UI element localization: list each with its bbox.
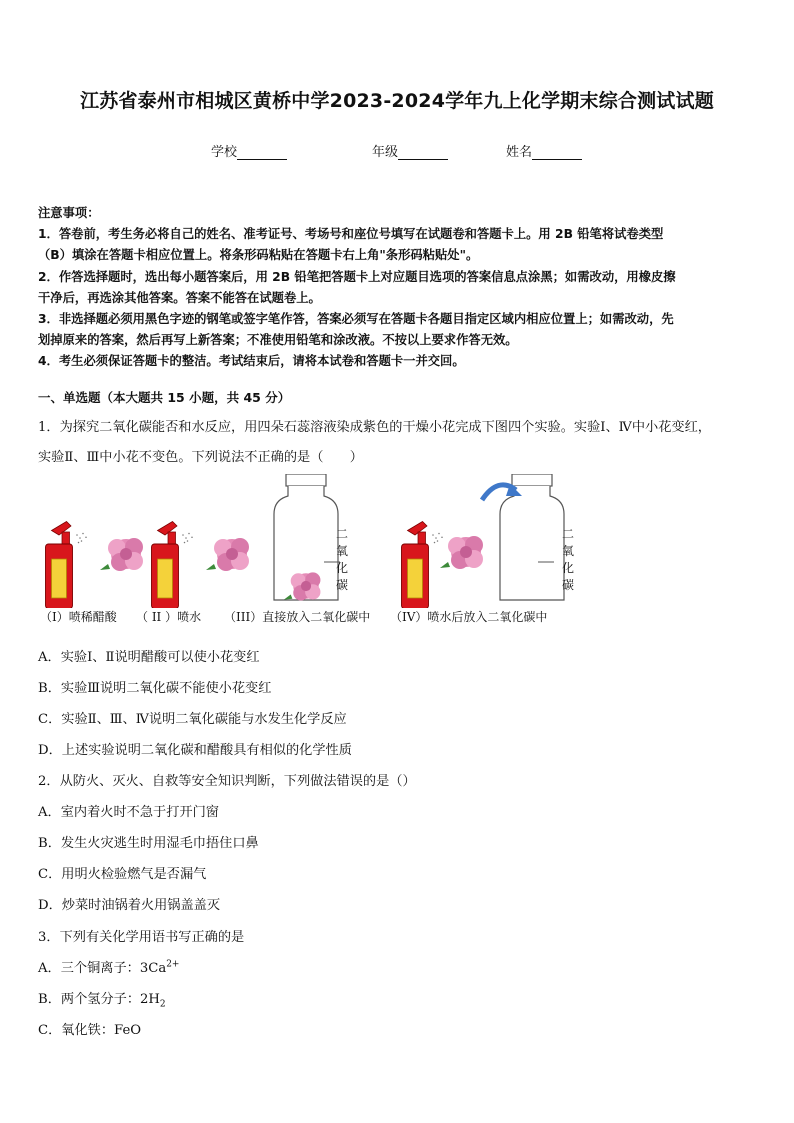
name-blank[interactable] bbox=[532, 145, 582, 160]
page-title: 江苏省泰州市相城区黄桥中学2023-2024学年九上化学期末综合测试试题 bbox=[80, 90, 714, 112]
notes-line: 1．答卷前，考生务必将自己的姓名、准考证号、考场号和座位号填写在试题卷和答题卡上。用 2B 铅笔将试卷类型 bbox=[38, 227, 664, 242]
q2-option-a: A．室内着火时不急于打开门窗 bbox=[38, 805, 219, 820]
notes-block bbox=[38, 203, 758, 373]
caption-ii: （ II ）喷水 bbox=[136, 610, 202, 624]
flower-i bbox=[100, 538, 143, 571]
grade-label: 年级 bbox=[372, 145, 399, 160]
question-3-stem: 3．下列有关化学用语书写正确的是 bbox=[38, 930, 245, 945]
q2-option-b: B．发生火灾逃生时用湿毛巾捂住口鼻 bbox=[38, 836, 259, 851]
notes-heading: 注意事项： bbox=[38, 206, 100, 220]
q3-option-b-text: B．两个氢分子：2H bbox=[38, 992, 160, 1007]
arrow-icon bbox=[478, 474, 526, 504]
caption-iv: （IV）喷水后放入二氧化碳中 bbox=[390, 610, 548, 624]
question-1-stem-cont: 实验Ⅱ、Ⅲ中小花不变色。下列说法不正确的是（ ） bbox=[38, 450, 363, 465]
q3-option-a bbox=[38, 957, 179, 976]
notes-line: 4．考生必须保证答题卡的整洁。考试结束后，请将本试卷和答题卡一并交回。 bbox=[38, 354, 465, 369]
notes-line: 干净后，再选涂其他答案。答案不能答在试题卷上。 bbox=[38, 290, 321, 305]
notes-line: （B）填涂在答题卡相应位置上。将条形码粘贴在答题卡右上角"条形码粘贴处"。 bbox=[38, 248, 479, 263]
notes-line: 3．非选择题必须用黑色字迹的钢笔或签字笔作答，答案必须写在答题卡各题目指定区域内相应位置上；如需改动，先 bbox=[38, 312, 674, 327]
q1-option-b: B．实验Ⅲ说明二氧化碳不能使小花变红 bbox=[38, 681, 272, 696]
grade-field[interactable] bbox=[372, 141, 448, 160]
jar-label-iii: 二氧化碳 bbox=[336, 527, 349, 592]
spray-bottle-ii bbox=[152, 522, 193, 609]
q2-option-d: D．炒菜时油锅着火用锅盖盖灭 bbox=[38, 898, 221, 913]
q3-option-a-text: A．三个铜离子：3Ca bbox=[38, 961, 167, 976]
caption-iii: （III）直接放入二氧化碳中 bbox=[224, 610, 371, 624]
q1-option-c: C．实验Ⅱ、Ⅲ、Ⅳ说明二氧化碳能与水发生化学反应 bbox=[38, 712, 347, 727]
q3-option-b bbox=[38, 988, 166, 1010]
flower-ii bbox=[206, 538, 249, 571]
question-1-stem: 1．为探究二氧化碳能否和水反应，用四朵石蕊溶液染成紫色的干燥小花完成下图四个实验。实验Ⅰ、Ⅳ中小花变红， bbox=[38, 420, 711, 435]
student-info-row bbox=[0, 141, 794, 161]
notes-line: 2．作答选择题时，选出每小题答案后，用 2B 铅笔把答题卡上对应题目选项的答案信息点涂黑；如需改动，用橡皮擦 bbox=[38, 269, 676, 284]
q3-option-c: C．氧化铁：FeO bbox=[38, 1023, 142, 1038]
notes-line: 划掉原来的答案，然后再写上新答案；不准使用铅笔和涂改液。不按以上要求作答无效。 bbox=[38, 333, 518, 348]
school-blank[interactable] bbox=[237, 145, 287, 160]
q3-option-a-sup: 2+ bbox=[166, 959, 180, 970]
school-field[interactable] bbox=[211, 141, 287, 160]
jar-label-iv: 二氧化碳 bbox=[562, 527, 575, 592]
grade-blank[interactable] bbox=[398, 145, 448, 160]
school-label: 学校 bbox=[211, 145, 238, 160]
q1-option-a: A．实验Ⅰ、Ⅱ说明醋酸可以使小花变红 bbox=[38, 650, 260, 665]
section-title: 一、单选题（本大题共 15 小题，共 45 分） bbox=[38, 390, 291, 405]
flower-iv bbox=[440, 536, 483, 569]
spray-bottle-iv bbox=[402, 522, 443, 609]
name-label: 姓名 bbox=[506, 145, 533, 160]
name-field[interactable] bbox=[506, 141, 582, 160]
spray-bottle-i bbox=[46, 522, 87, 609]
experiment-figure bbox=[38, 474, 598, 630]
question-2-stem: 2．从防火、灭火、自救等安全知识判断，下列做法错误的是（） bbox=[38, 774, 416, 789]
caption-i: （I）喷稀醋酸 bbox=[40, 610, 117, 624]
q1-option-d: D．上述实验说明二氧化碳和醋酸具有相似的化学性质 bbox=[38, 743, 352, 758]
q3-option-b-sub: 2 bbox=[159, 999, 166, 1010]
q2-option-c: C．用明火检验燃气是否漏气 bbox=[38, 867, 207, 882]
